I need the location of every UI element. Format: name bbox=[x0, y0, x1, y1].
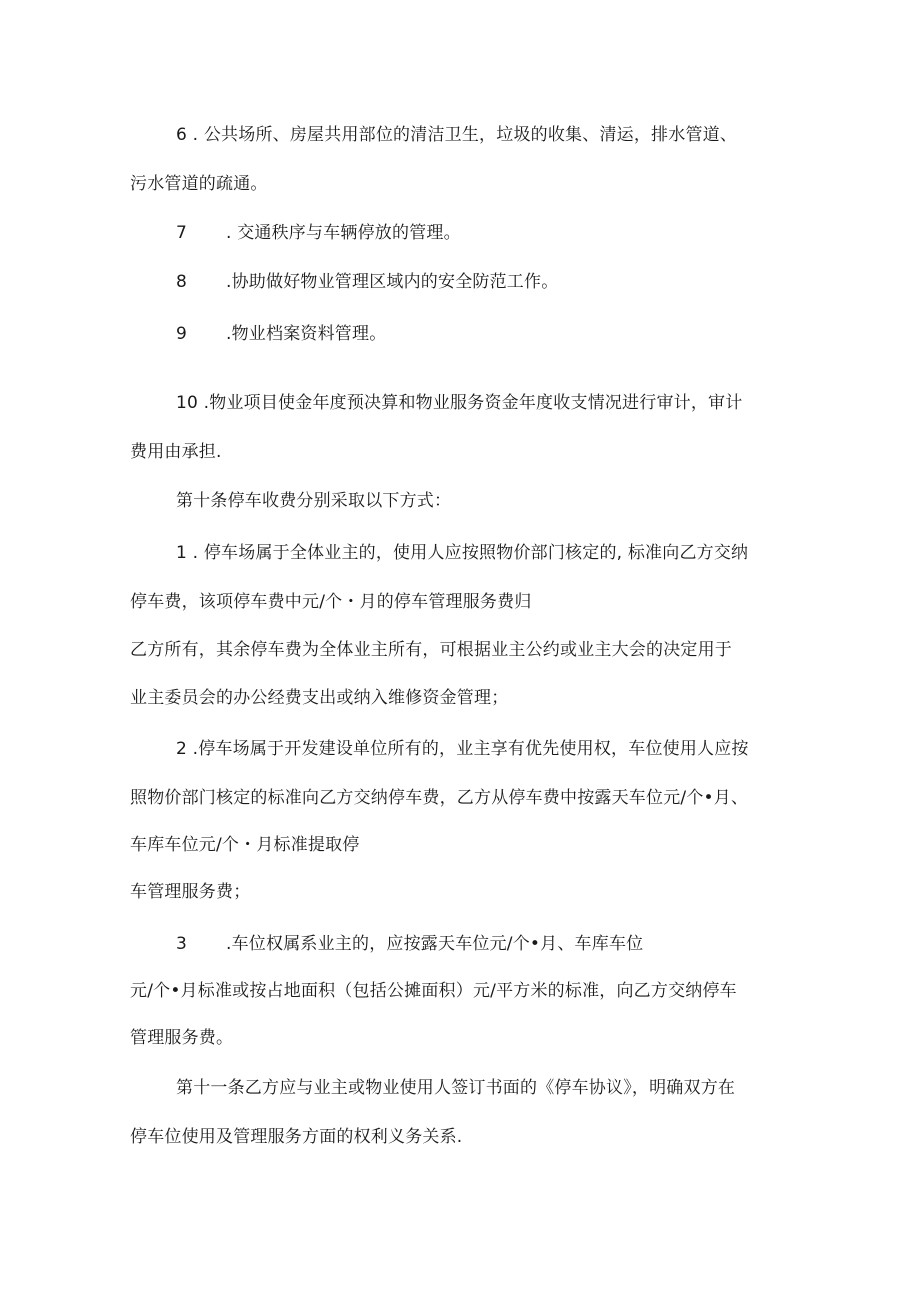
article-11-line-1: 第十一条乙方应与业主或物业使用人签订书面的《停车协议》，明确双方在 bbox=[176, 1078, 736, 1098]
item-9 bbox=[176, 323, 386, 345]
item-6 bbox=[176, 124, 737, 146]
item-6-continuation: 污水管道的疏通。 bbox=[130, 174, 268, 194]
item-number: 9 bbox=[176, 324, 188, 344]
item-text: .协助做好物业管理区域内的安全防范工作。 bbox=[226, 272, 559, 292]
clause-2-line-1 bbox=[176, 738, 749, 760]
clause-1-line-3: 乙方所有，其余停车费为全体业主所有，可根据业主公约或业主大会的决定用于 bbox=[130, 640, 732, 660]
item-text: . 交通秩序与车辆停放的管理。 bbox=[226, 223, 461, 243]
item-10 bbox=[176, 392, 742, 414]
clause-number: 2 bbox=[176, 739, 188, 759]
item-text: . 公共场所、房屋共用部位的清洁卫生，垃圾的收集、清运，排水管道、 bbox=[187, 125, 738, 145]
clause-text: .停车场属于开发建设单位所有的，业主享有优先使用权，车位使用人应按 bbox=[187, 739, 749, 759]
clause-3-line-3: 管理服务费。 bbox=[130, 1028, 234, 1048]
item-number: 7 bbox=[176, 223, 188, 243]
item-number: 8 bbox=[176, 272, 188, 292]
article-10-heading: 第十条停车收费分别采取以下方式： bbox=[176, 491, 452, 511]
item-text: .物业项目使金年度预决算和物业服务资金年度收支情况进行审计，审计 bbox=[198, 393, 743, 413]
item-number: 10 bbox=[176, 393, 199, 413]
clause-2-line-3: 车库车位元/个・月标准提取停 bbox=[130, 835, 360, 855]
clause-text: . 停车场属于全体业主的，使用人应按照物价部门核定的, 标准向乙方交纳 bbox=[187, 543, 749, 563]
clause-number: 3 bbox=[176, 934, 188, 954]
clause-1-line-4: 业主委员会的办公经费支出或纳入维修资金管理； bbox=[130, 688, 509, 708]
clause-1-line-2: 停车费，该项停车费中元/个・月的停车管理服务费归 bbox=[130, 592, 532, 612]
item-text: .物业档案资料管理。 bbox=[226, 324, 387, 344]
clause-2-line-2: 照物价部门核定的标准向乙方交纳停车费，乙方从停车费中按露天车位元/个•月、 bbox=[130, 788, 749, 808]
clause-3-line-2: 元/个•月标准或按占地面积（包括公摊面积）元/平方米的标准，向乙方交纳停车 bbox=[130, 981, 737, 1001]
clause-number: 1 bbox=[176, 543, 188, 563]
clause-1-line-1 bbox=[176, 542, 748, 564]
article-11-line-2: 停车位使用及管理服务方面的权利义务关系. bbox=[130, 1127, 463, 1147]
item-10-continuation: 费用由承担. bbox=[130, 442, 222, 462]
item-number: 6 bbox=[176, 125, 188, 145]
clause-3-line-1 bbox=[176, 933, 643, 955]
item-8 bbox=[176, 271, 558, 293]
item-7 bbox=[176, 222, 461, 244]
clause-text: .车位权属系业主的，应按露天车位元/个•月、车库车位 bbox=[226, 934, 644, 954]
clause-2-line-4: 车管理服务费； bbox=[130, 882, 251, 902]
